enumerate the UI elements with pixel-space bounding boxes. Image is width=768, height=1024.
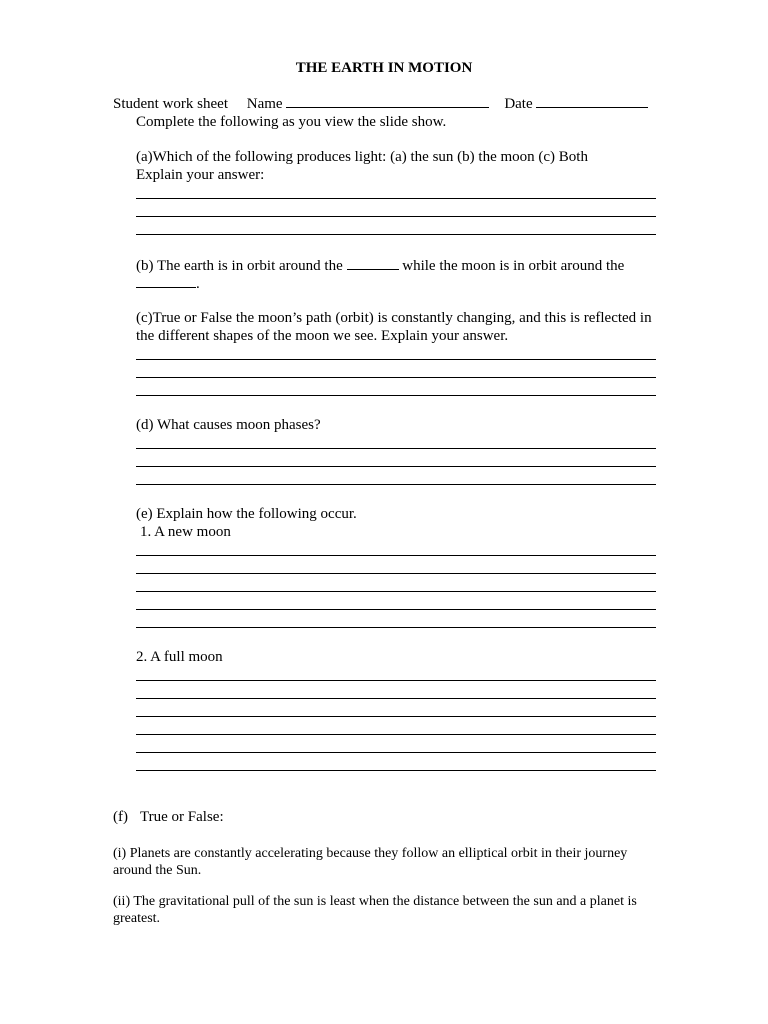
question-b-part1: (b) The earth is in orbit around the xyxy=(136,258,343,274)
question-b-part2: while the moon is in orbit around the xyxy=(402,258,625,274)
answer-line[interactable] xyxy=(136,234,656,235)
question-f-label: (f) xyxy=(113,809,128,825)
instruction: Complete the following as you view the slide show. xyxy=(136,114,447,130)
question-f-ii-line2: greatest. xyxy=(113,911,161,926)
question-b-line2 xyxy=(136,274,200,293)
question-d: (d) What causes moon phases? xyxy=(136,417,321,433)
question-e-item2: 2. A full moon xyxy=(136,649,223,665)
question-b-line1 xyxy=(136,256,624,275)
answer-line[interactable] xyxy=(136,770,656,771)
answer-line[interactable] xyxy=(136,609,656,610)
question-f-ii-line1: (ii) The gravitational pull of the sun is least when the distance between the sun and a planet is xyxy=(113,894,637,909)
answer-line[interactable] xyxy=(136,680,656,681)
answer-line[interactable] xyxy=(136,698,656,699)
answer-line[interactable] xyxy=(136,734,656,735)
answer-line[interactable] xyxy=(136,752,656,753)
answer-line[interactable] xyxy=(136,448,656,449)
answer-line[interactable] xyxy=(136,484,656,485)
question-f-i-line1: (i) Planets are constantly accelerating because they follow an elliptical orbit in their journey xyxy=(113,846,628,861)
sheet-label: Student work sheet xyxy=(113,96,228,112)
answer-line[interactable] xyxy=(136,216,656,217)
answer-line[interactable] xyxy=(136,716,656,717)
blank-b2[interactable] xyxy=(136,274,196,288)
name-blank[interactable] xyxy=(286,94,489,108)
answer-line[interactable] xyxy=(136,573,656,574)
page-title: THE EARTH IN MOTION xyxy=(295,60,473,76)
answer-line[interactable] xyxy=(136,359,656,360)
question-c-line1: (c)True or False the moon’s path (orbit) is constantly changing, and this is reflected in xyxy=(136,310,652,326)
answer-line[interactable] xyxy=(136,395,656,396)
name-label: Name xyxy=(246,96,283,112)
answer-line[interactable] xyxy=(136,627,656,628)
answer-line[interactable] xyxy=(136,555,656,556)
question-b-end: . xyxy=(196,276,200,292)
header-row xyxy=(113,94,648,113)
answer-line[interactable] xyxy=(136,198,656,199)
question-e: (e) Explain how the following occur. xyxy=(136,506,357,522)
question-e-item1: 1. A new moon xyxy=(140,524,231,540)
question-f: True or False: xyxy=(140,809,224,825)
date-label: Date xyxy=(504,96,533,112)
answer-line[interactable] xyxy=(136,466,656,467)
question-f-i-line2: around the Sun. xyxy=(113,863,202,878)
answer-line[interactable] xyxy=(136,377,656,378)
answer-line[interactable] xyxy=(136,591,656,592)
question-a-line1: (a)Which of the following produces light: (a) the sun (b) the moon (c) Both xyxy=(136,149,588,165)
question-a-line2: Explain your answer: xyxy=(136,167,265,183)
question-c-line2: the different shapes of the moon we see. Explain your answer. xyxy=(136,328,509,344)
blank-b1[interactable] xyxy=(347,256,399,270)
date-blank[interactable] xyxy=(536,94,648,108)
